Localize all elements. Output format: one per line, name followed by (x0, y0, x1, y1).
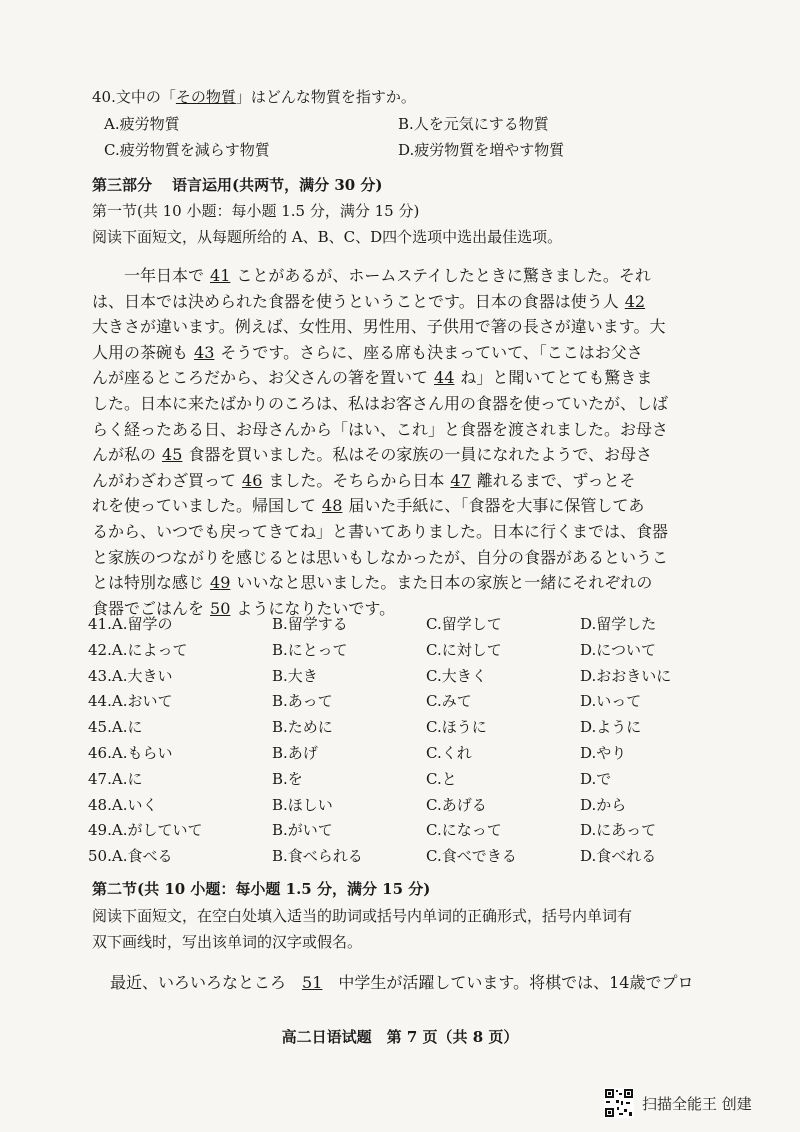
question-number: 40. (92, 88, 116, 106)
section-1-heading: 第一节(共 10 小题：每小题 1.5 分，满分 15 分) (92, 202, 420, 220)
watermark-text: 扫描全能王 创建 (642, 1094, 752, 1113)
passage-line: んが座るところだから、お父さんの箸を置いて 44 ね」と聞いてとても驚きま (92, 365, 692, 391)
passage-line: 食器でごはんを 50 ようになりたいです。 (92, 596, 692, 622)
section-2-passage-line: 最近、いろいろなところ 51 中学生が活躍しています。将棋では、14歳でプロ (110, 973, 694, 992)
choice-row-48: 48.A.いく B.ほしい C.あげる D.から (88, 795, 627, 814)
passage-line: 人用の茶碗も 43 そうです。さらに、座る席も決まっていて、「ここはお父さ (92, 340, 692, 366)
choice-row-46: 46.A.もらい B.あげ C.くれ D.やり (88, 743, 627, 762)
choice-row-41: 41.A.留学の B.留学する C.留学して D.留学した (88, 615, 657, 633)
qr-code-icon (604, 1088, 634, 1118)
passage-line: んが私の 45 食器を買いました。私はその家族の一員になれたようで、お母さ (92, 442, 692, 468)
question-text-pre: 文中の「 (115, 88, 176, 106)
choice-row-44: 44.A.おいて B.あって C.みて D.いって (88, 692, 642, 711)
passage-line: 大きさが違います。例えば、女性用、男性用、子供用で箸の長さが違います。大 (92, 317, 666, 337)
passage-line: らく経ったある日、お母さんから「はい、これ」と食器を渡されました。お母さ (92, 419, 669, 439)
part-title: 第三部分 (92, 176, 153, 194)
choice-row-49: 49.A.がしていて B.がいて C.になって D.にあって (88, 821, 657, 840)
section-2-instruction-line-1: 阅读下面短文，在空白处填入适当的助词或括号内单词的正确形式，括号内单词有 (92, 907, 633, 925)
blank-43: 43 (194, 342, 215, 362)
q40-option-d: D.疲労物質を増やす物質 (398, 141, 565, 159)
choice-row-42: 42.A.によって B.にとって C.に対して D.について (88, 640, 656, 659)
choice-table (88, 612, 708, 870)
part-subtitle: 语言运用(共两节，满分 30 分) (172, 176, 383, 194)
choice-row-47: 47.A.に B.を C.と D.で (88, 769, 612, 788)
blank-42: 42 (624, 291, 646, 311)
choice-row-50: 50.A.食べる B.食べられる C.食べできる D.食べれる (88, 847, 657, 866)
blank-44: 44 (434, 368, 455, 388)
section-2-instruction-line-2: 双下画线时，写出该单词的汉字或假名。 (92, 933, 363, 951)
reading-passage (92, 263, 692, 621)
passage-line: は、日本では決められた食器を使うということです。日本の食器は使う人 42 (92, 289, 692, 315)
passage-line: んがわざわざ買って 46 ました。そちらから日本 47 離れるまで、ずっとそ (92, 468, 692, 494)
passage-line: るから、いつでも戻ってきてね」と書いてありました。日本に行くまでは、食器 (92, 521, 669, 541)
page-footer: 高二日语试题 第 7 页（共 8 页） (281, 1028, 519, 1046)
passage-line: とは特別な感じ 49 いいなと思いました。また日本の家族と一緒にそれぞれの (92, 570, 692, 596)
blank-46: 46 (242, 470, 263, 490)
blank-45: 45 (162, 445, 183, 465)
blank-48: 48 (322, 496, 343, 516)
section-1-instruction: 阅读下面短文，从每题所给的 A、B、C、D四个选项中选出最佳选项。 (92, 228, 563, 246)
q40-option-a: A.疲労物質 (104, 115, 180, 133)
passage-line: と家族のつながりを感じるとは思いもしなかったが、自分の食器があるというこ (92, 547, 669, 567)
section-2-heading: 第二节(共 10 小题：每小题 1.5 分，满分 15 分) (92, 880, 431, 898)
passage-line: 一年日本で 41 ことがあるが、ホームステイしたときに驚きました。それ (92, 263, 692, 289)
question-text-post: 」はどんな物質を指すか。 (235, 88, 416, 106)
blank-51: 51 (302, 973, 323, 992)
passage-line: れを使っていました。帰国して 48 届いた手紙に、「食器を大事に保管してあ (92, 493, 692, 519)
blank-50: 50 (210, 598, 231, 618)
underlined-term: その物質 (175, 88, 236, 106)
scanner-watermark (604, 1086, 752, 1120)
blank-47: 47 (450, 470, 471, 490)
q40-option-c: C.疲労物質を減らす物質 (104, 141, 270, 159)
blank-41: 41 (210, 266, 231, 285)
passage-line: した。日本に来たばかりのころは、私はお客さん用の食器を使っていたが、しば (92, 393, 669, 413)
q40-option-b: B.人を元気にする物質 (398, 115, 549, 133)
blank-49: 49 (210, 573, 231, 593)
question-40 (92, 86, 416, 107)
part-3-heading (92, 174, 383, 195)
choice-row-43: 43.A.大きい B.大き C.大きく D.おおきいに (88, 666, 672, 685)
choice-row-45: 45.A.に B.ために C.ほうに D.ように (88, 718, 642, 737)
